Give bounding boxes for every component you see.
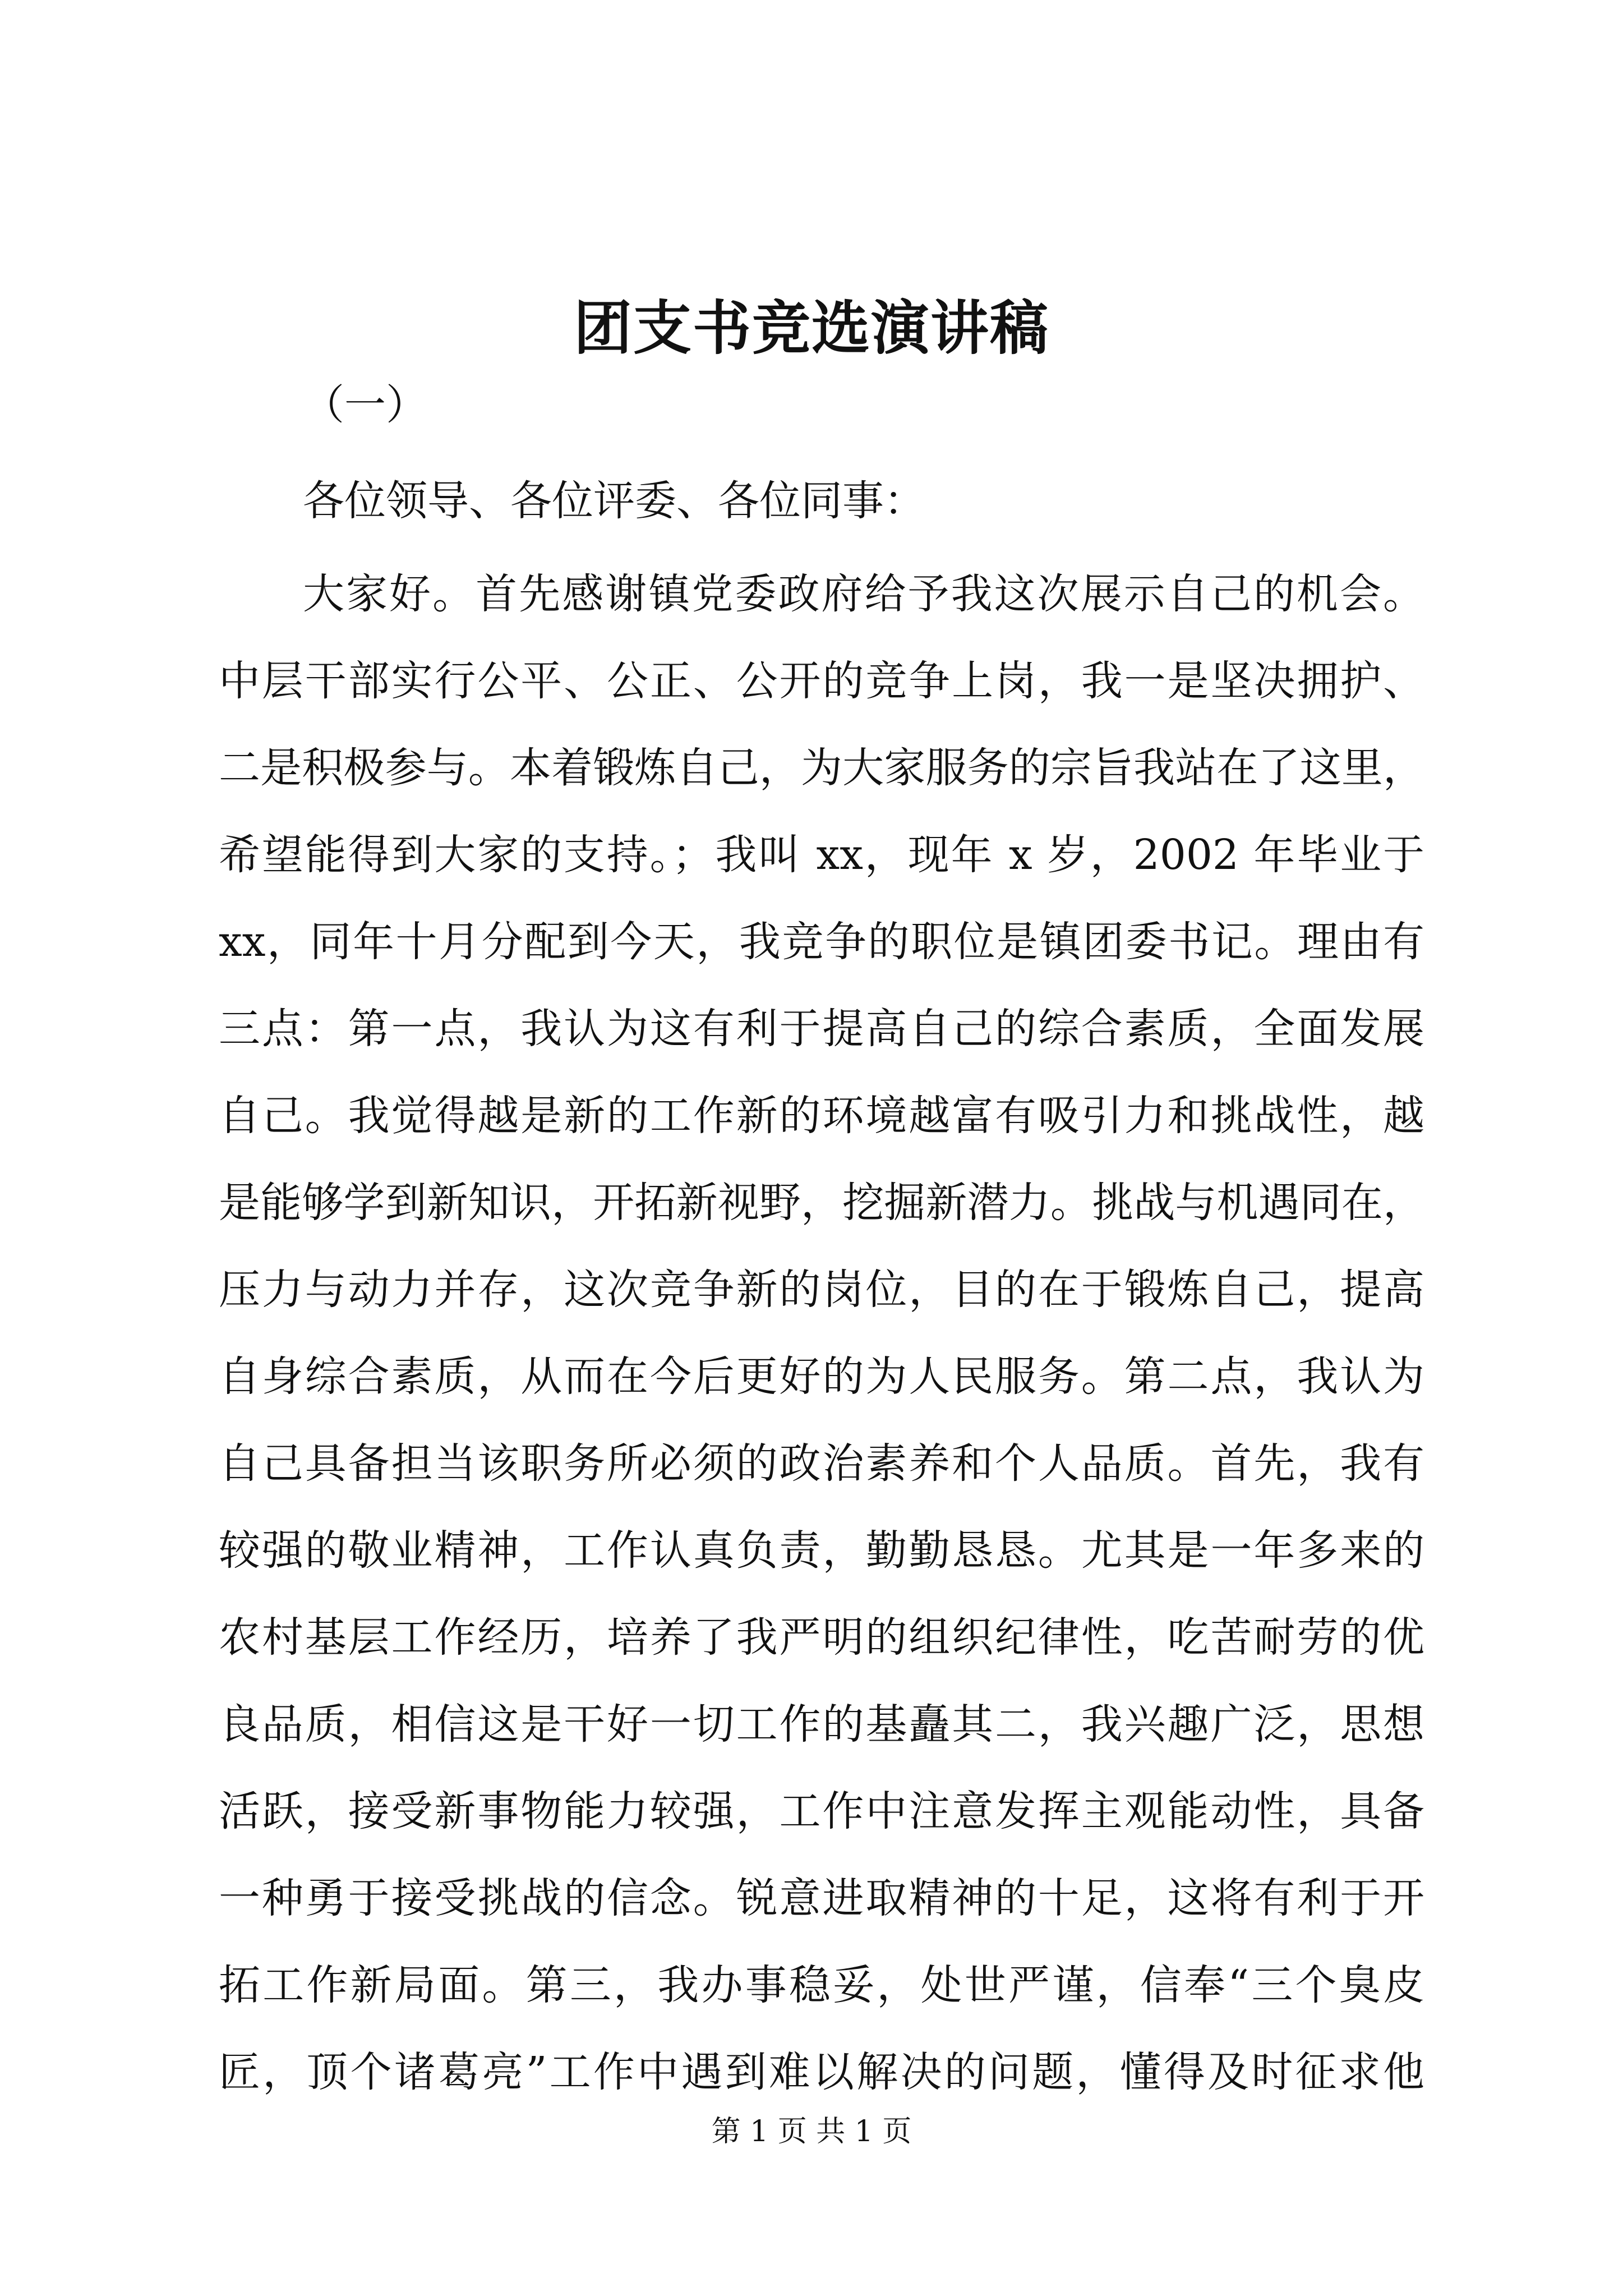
text-line: 希望能得到大家的支持。；我叫 xx，现年 x 岁，2002 年毕业于 — [219, 831, 1424, 879]
document-title: 团支书竞选演讲稿 — [573, 293, 1049, 362]
text-line: 二是积极参与。本着锻炼自己，为大家服务的宗旨我站在了这里， — [219, 744, 1424, 792]
page-footer: 第 1 页 共 1 页 — [711, 2115, 912, 2148]
text-line: 大家好。首先感谢镇党委政府给予我这次展示自己的机会。 — [303, 570, 1424, 618]
text-line: 匠，顶个诸葛亮”工作中遇到难以解决的问题，懂得及时征求他 — [219, 2048, 1424, 2096]
salutation: 各位领导、各位评委、各位同事： — [303, 477, 925, 525]
text-line: 自己。我觉得越是新的工作新的环境越富有吸引力和挑战性，越 — [219, 1092, 1424, 1140]
text-line: xx，同年十月分配到今天，我竞争的职位是镇团委书记。理由有 — [219, 918, 1424, 966]
text-line: 良品质，相信这是干好一切工作的基矗其二，我兴趣广泛，思想 — [219, 1700, 1424, 1749]
text-line: 较强的敬业精神，工作认真负责，勤勤恳恳。尤其是一年多来的 — [219, 1526, 1424, 1575]
section-label: （一） — [303, 381, 427, 429]
text-line: 三点：第一点，我认为这有利于提高自己的综合素质，全面发展 — [219, 1005, 1424, 1053]
body-paragraph — [219, 551, 1424, 2116]
text-line: 自身综合素质，从而在今后更好的为人民服务。第二点，我认为 — [219, 1352, 1424, 1401]
text-line: 活跃，接受新事物能力较强，工作中注意发挥主观能动性，具备 — [219, 1787, 1424, 1835]
text-line: 是能够学到新知识，开拓新视野，挖掘新潜力。挑战与机遇同在， — [219, 1179, 1424, 1227]
text-line: 农村基层工作经历，培养了我严明的组织纪律性，吃苦耐劳的优 — [219, 1613, 1424, 1662]
text-line: 压力与动力并存，这次竞争新的岗位，目的在于锻炼自己，提高 — [219, 1266, 1424, 1314]
text-line: 一种勇于接受挑战的信念。锐意进取精神的十足，这将有利于开 — [219, 1874, 1424, 1922]
text-line: 拓工作新局面。第三，我办事稳妥，处世严谨，信奉“三个臭皮 — [219, 1961, 1424, 2009]
text-line: 自己具备担当该职务所必须的政治素养和个人品质。首先，我有 — [219, 1439, 1424, 1488]
text-line: 中层干部实行公平、公正、公开的竞争上岗，我一是坚决拥护、 — [219, 657, 1424, 705]
